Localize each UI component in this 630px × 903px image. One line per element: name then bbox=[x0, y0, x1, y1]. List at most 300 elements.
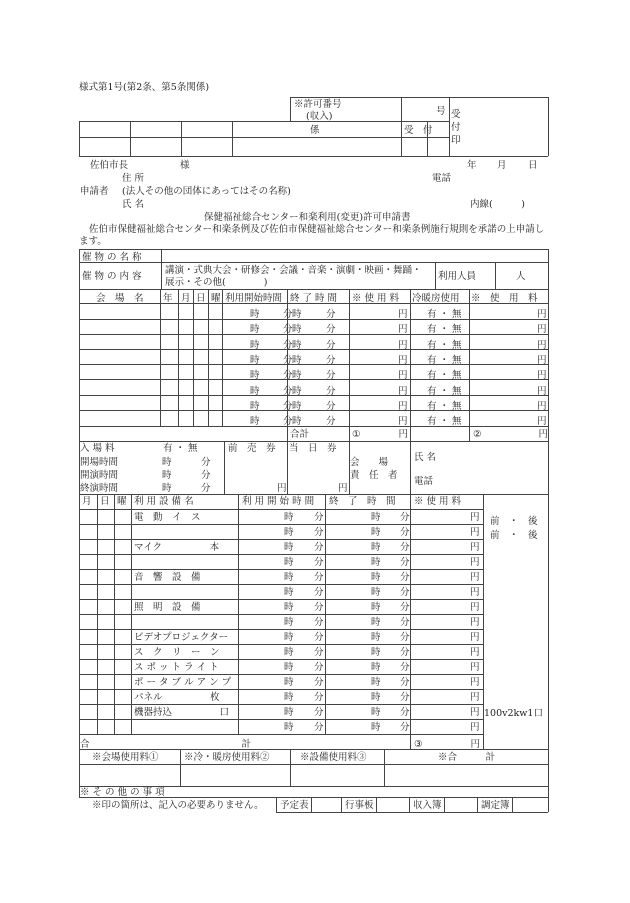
venue-fee-header: ※ 使 用 料 bbox=[352, 293, 400, 304]
equip-cell: 時 bbox=[371, 647, 381, 658]
form-title: 保健福祉総合センター和楽利用(変更)許可申請書 bbox=[204, 212, 411, 223]
permit-no-label: ※許可番号 bbox=[294, 99, 342, 110]
grid-line-v bbox=[409, 797, 410, 812]
venue-cell: 分 bbox=[326, 385, 336, 397]
grid-line-v bbox=[444, 797, 445, 812]
equip-cell: 分 bbox=[400, 722, 410, 733]
equip-cell: 時 bbox=[284, 632, 294, 643]
equip-cell: 分 bbox=[400, 587, 410, 598]
equip-cell: 分 bbox=[400, 512, 410, 523]
grid-line-h bbox=[79, 395, 548, 396]
venue-cell: 分 bbox=[283, 339, 293, 351]
venue-total-yen: 円 bbox=[398, 429, 408, 440]
equip-name: マイク 本 bbox=[134, 542, 220, 553]
equip-cell: 時 bbox=[284, 677, 294, 688]
grid-line-v bbox=[325, 494, 326, 734]
grid-line-v bbox=[287, 441, 288, 494]
grid-line-h bbox=[79, 364, 548, 365]
start-perf-label: 開演時間 bbox=[80, 470, 119, 481]
grid-line-v bbox=[79, 121, 80, 156]
grid-line-h bbox=[79, 539, 483, 540]
event-content-value1: 講演・式典大会・研修会・会議・音楽・演劇・映画・舞踊・ bbox=[165, 265, 422, 276]
equip-cell: 円 bbox=[470, 557, 480, 568]
grid-line-h bbox=[79, 121, 449, 122]
grid-line-v bbox=[449, 97, 450, 156]
venue-cell: 円 bbox=[537, 354, 547, 366]
equip-cell: 時 bbox=[371, 692, 381, 703]
equip-name: ビデオプロジェクター bbox=[134, 632, 229, 643]
venue-cell: 円 bbox=[398, 385, 408, 397]
venue-cell: 時 bbox=[250, 339, 260, 351]
equip-cell: 時 bbox=[371, 512, 381, 523]
grid-line-h bbox=[79, 719, 483, 720]
grid-line-v bbox=[410, 441, 411, 494]
form-number: 様式第1号(第2条、第5条関係) bbox=[79, 82, 210, 93]
equip-cell: 時 bbox=[371, 587, 381, 598]
grid-line-v bbox=[477, 797, 478, 812]
ac-option: 有 ・ 無 bbox=[427, 370, 462, 382]
equip-cell: 分 bbox=[400, 602, 410, 613]
receipt-label: (収入) bbox=[306, 111, 333, 122]
grid-line-h bbox=[79, 319, 548, 320]
corp-note: (法人その他の団体にあってはその名称) bbox=[122, 186, 291, 197]
opening-minute: 分 bbox=[201, 457, 211, 468]
event-content-value2: 展示・その他( ) bbox=[165, 277, 268, 288]
grid-line-h bbox=[79, 599, 483, 600]
sameday-label: 当 日 券 bbox=[289, 443, 337, 454]
front-back-1: 前 ・ 後 bbox=[490, 516, 538, 527]
venue-cell: 分 bbox=[326, 354, 336, 366]
venue-cell: 時 bbox=[250, 309, 260, 320]
grid-line-v bbox=[410, 494, 411, 734]
note: ※印の箇所は、記入の必要ありません。 bbox=[92, 800, 264, 811]
venue-cell: 分 bbox=[283, 385, 293, 397]
grid-line-h bbox=[79, 584, 483, 585]
equip-cell: 時 bbox=[284, 707, 294, 718]
grid-line-v bbox=[222, 289, 223, 426]
venue-end-header: 終 了 時 間 bbox=[290, 293, 338, 304]
venue-cell: 円 bbox=[537, 309, 547, 320]
uketsuke-in: 受付印 bbox=[451, 109, 461, 146]
grid-line-v bbox=[79, 289, 80, 441]
venue-cell: 分 bbox=[326, 324, 336, 336]
equip-cell: 分 bbox=[400, 542, 410, 553]
equip-name: ス ポ ッ ト ラ イ ト bbox=[134, 662, 219, 673]
venue-cell: 時 bbox=[250, 370, 260, 382]
equip-cell: 円 bbox=[470, 512, 480, 523]
venue-cell: 分 bbox=[283, 309, 293, 320]
grid-line-v bbox=[232, 121, 233, 156]
grid-line-h bbox=[79, 569, 483, 570]
grid-line-v bbox=[79, 494, 80, 749]
grid-line-v bbox=[512, 797, 513, 812]
equip-cell: 時 bbox=[371, 602, 381, 613]
grid-line-h bbox=[79, 704, 483, 705]
equip-cell: 時 bbox=[371, 677, 381, 688]
equip-cell: 時 bbox=[371, 527, 381, 538]
equip-cell: 分 bbox=[314, 602, 324, 613]
opening-label: 開場時間 bbox=[80, 457, 119, 468]
venue-cell: 時 bbox=[292, 339, 302, 351]
grid-line-v bbox=[130, 121, 131, 156]
grid-line-v bbox=[79, 249, 80, 289]
equip-cell: 円 bbox=[470, 692, 480, 703]
grid-line-v bbox=[548, 749, 549, 797]
grid-line-h bbox=[79, 494, 483, 495]
grand-total: 合 計 bbox=[80, 739, 252, 750]
venue-cell: 円 bbox=[398, 324, 408, 336]
name-label: 氏 名 bbox=[122, 199, 145, 210]
venue-cell: 時 bbox=[250, 385, 260, 397]
equip-name: 照 明 設 備 bbox=[134, 602, 201, 613]
venue-cell: 円 bbox=[537, 324, 547, 336]
grid-line-v bbox=[495, 262, 496, 289]
equip-cell: 円 bbox=[470, 632, 480, 643]
equip-cell: 円 bbox=[470, 662, 480, 673]
equip-name-header: 利 用 設 備 名 bbox=[134, 496, 194, 507]
venue-cell: 円 bbox=[398, 339, 408, 351]
equip-cell: 時 bbox=[284, 662, 294, 673]
venue-cell: 時 bbox=[250, 400, 260, 412]
summary-ac: ※冷・暖房使用料② bbox=[184, 752, 270, 763]
equip-cell: 分 bbox=[400, 557, 410, 568]
equip-end-header: 終 了 時 間 bbox=[329, 496, 396, 507]
grid-line-v bbox=[469, 289, 470, 441]
grid-line-v bbox=[548, 797, 549, 812]
venue-cell: 時 bbox=[250, 416, 260, 428]
venue-month-header: 月 bbox=[181, 293, 191, 304]
summary-venue: ※会場使用料① bbox=[92, 752, 159, 763]
equip-cell: 時 bbox=[284, 557, 294, 568]
grid-line-v bbox=[483, 494, 484, 734]
grid-line-h bbox=[79, 137, 449, 138]
grid-line-h bbox=[79, 644, 483, 645]
grid-line-v bbox=[548, 289, 549, 441]
venue-year-header: 年 bbox=[163, 293, 173, 304]
grid-line-h bbox=[79, 554, 483, 555]
ac-option: 有 ・ 無 bbox=[427, 400, 462, 412]
venue-cell: 時 bbox=[292, 400, 302, 412]
grid-line-v bbox=[276, 797, 277, 812]
uketsuke-label: 受 付 bbox=[404, 125, 433, 136]
grid-line-v bbox=[114, 494, 115, 734]
kakari-label: 係 bbox=[310, 125, 320, 136]
ac-option: 有 ・ 無 bbox=[427, 354, 462, 366]
applicant-label: 申請者 bbox=[80, 186, 109, 197]
ac-option: 有 ・ 無 bbox=[427, 324, 462, 336]
grid-line-v bbox=[161, 249, 162, 289]
venue-cell: 分 bbox=[326, 416, 336, 428]
ac-option: 有 ・ 無 bbox=[427, 309, 462, 320]
grid-line-v bbox=[238, 494, 239, 734]
summary-total: ※合 計 bbox=[438, 752, 496, 763]
circle-3: ③ bbox=[414, 739, 423, 750]
venue-cell: 円 bbox=[537, 339, 547, 351]
venue-day-header: 日 bbox=[196, 293, 206, 304]
equip-cell: 分 bbox=[314, 662, 324, 673]
venue-cell: 円 bbox=[537, 416, 547, 428]
grid-line-h bbox=[79, 156, 548, 157]
equip-cell: 分 bbox=[314, 542, 324, 553]
grid-line-h bbox=[79, 441, 548, 442]
grid-line-h bbox=[79, 410, 548, 411]
start-perf-minute: 分 bbox=[201, 470, 211, 481]
grid-line-v bbox=[401, 97, 402, 121]
phone-label: 電話 bbox=[432, 173, 452, 184]
circle-2: ② bbox=[473, 429, 482, 440]
grid-line-h bbox=[79, 262, 548, 263]
equip-cell: 円 bbox=[470, 572, 480, 583]
equip-month-header: 月 bbox=[82, 496, 92, 507]
venue-cell: 分 bbox=[283, 370, 293, 382]
grid-line-v bbox=[290, 97, 291, 121]
equip-cell: 分 bbox=[314, 692, 324, 703]
end-perf-hour: 時 bbox=[162, 483, 172, 494]
venue-weekday-header: 曜 bbox=[211, 293, 221, 304]
admission-value: 有 ・ 無 bbox=[163, 443, 198, 454]
body-text: 佐伯市保健福祉総合センター和楽条例及び佐伯市保健福祉総合センター和楽条例施行規則を承諾の上申請します。 bbox=[79, 224, 545, 247]
equip-cell: 分 bbox=[314, 707, 324, 718]
grid-line-v bbox=[410, 289, 411, 441]
venue-ac-header: 冷暖房使用 bbox=[412, 293, 460, 304]
venue-cell: 円 bbox=[398, 354, 408, 366]
equip-cell: 時 bbox=[284, 647, 294, 658]
equip-name: 機器持込 口 bbox=[134, 707, 230, 718]
grid-line-v bbox=[376, 797, 377, 812]
grid-line-v bbox=[548, 249, 549, 289]
venue-cell: 円 bbox=[537, 370, 547, 382]
equip-cell: 円 bbox=[470, 707, 480, 718]
month-label: 月 bbox=[497, 160, 507, 171]
equip-cell: 分 bbox=[400, 632, 410, 643]
equip-cell: 分 bbox=[314, 647, 324, 658]
grid-line-h bbox=[79, 289, 548, 290]
equip-cell: 分 bbox=[400, 527, 410, 538]
grid-line-h bbox=[79, 249, 548, 250]
equip-cell: 円 bbox=[470, 587, 480, 598]
venue-cell: 時 bbox=[250, 324, 260, 336]
grid-line-v bbox=[160, 289, 161, 426]
venue-cell: 分 bbox=[283, 400, 293, 412]
equip-weekday-header: 曜 bbox=[117, 496, 127, 507]
equip-cell: 時 bbox=[284, 722, 294, 733]
other-label: ※ そ の 他 の 事 項 bbox=[80, 787, 165, 798]
grid-line-h bbox=[79, 734, 483, 735]
manager-name-label: 氏 名 bbox=[414, 452, 437, 463]
equip-name: ス ク リ ー ン bbox=[134, 647, 220, 658]
venue-cell: 分 bbox=[283, 354, 293, 366]
equip-cell: 分 bbox=[400, 647, 410, 658]
equip-cell: 円 bbox=[470, 542, 480, 553]
equip-cell: 時 bbox=[284, 527, 294, 538]
equip-cell: 時 bbox=[371, 662, 381, 673]
equip-cell: 時 bbox=[284, 617, 294, 628]
grid-line-v bbox=[178, 289, 179, 426]
equip-cell: 分 bbox=[314, 617, 324, 628]
day-label: 日 bbox=[528, 160, 538, 171]
venue-cell: 時 bbox=[292, 354, 302, 366]
equip-cell: 時 bbox=[284, 572, 294, 583]
site-manager-2: 責 任 者 bbox=[350, 470, 398, 481]
equip-start-header: 利 用 開 始 時 間 bbox=[242, 496, 315, 507]
equip-cell: 時 bbox=[371, 722, 381, 733]
equip-cell: 時 bbox=[284, 692, 294, 703]
extension-label: 内線( ) bbox=[470, 199, 525, 210]
footer-box-2: 行事板 bbox=[345, 800, 374, 811]
grid-line-h bbox=[290, 97, 548, 98]
grid-line-h bbox=[79, 629, 483, 630]
summary-equip: ※設備使用料③ bbox=[300, 752, 367, 763]
ac-option: 有 ・ 無 bbox=[427, 385, 462, 397]
equip-cell: 時 bbox=[371, 572, 381, 583]
equip-name: ポ ー タ ブ ル ア ン プ bbox=[134, 677, 232, 688]
venue-cell: 時 bbox=[292, 416, 302, 428]
manager-phone-label: 電話 bbox=[414, 476, 434, 487]
grid-line-h bbox=[79, 674, 483, 675]
grid-line-h bbox=[79, 614, 483, 615]
circle-1: ① bbox=[352, 429, 361, 440]
equip-cell: 分 bbox=[400, 572, 410, 583]
equip-cell: 時 bbox=[371, 632, 381, 643]
ac-option: 有 ・ 無 bbox=[427, 339, 462, 351]
ac-total-yen: 円 bbox=[538, 429, 548, 440]
equip-cell: 時 bbox=[284, 512, 294, 523]
equip-name: 音 響 設 備 bbox=[134, 572, 201, 583]
grid-line-h bbox=[79, 524, 483, 525]
grid-line-v bbox=[548, 494, 549, 749]
equip-cell: 円 bbox=[470, 722, 480, 733]
equip-cell: 時 bbox=[371, 557, 381, 568]
year-label: 年 bbox=[467, 160, 477, 171]
venue-cell: 円 bbox=[537, 385, 547, 397]
equip-cell: 時 bbox=[371, 542, 381, 553]
equip-cell: 円 bbox=[470, 617, 480, 628]
venue-cell: 円 bbox=[398, 400, 408, 412]
addressee: 佐伯市長 bbox=[90, 160, 129, 171]
grid-line-v bbox=[208, 289, 209, 426]
venue-acfee-header: ※ 使 用 料 bbox=[471, 293, 538, 304]
venue-cell: 時 bbox=[250, 354, 260, 366]
end-perf-minute: 分 bbox=[201, 483, 211, 494]
venue-cell: 分 bbox=[326, 309, 336, 320]
equip-cell: 分 bbox=[314, 677, 324, 688]
grid-line-v bbox=[341, 797, 342, 812]
venue-cell: 分 bbox=[283, 324, 293, 336]
grid-line-v bbox=[548, 441, 549, 494]
venue-cell: 時 bbox=[292, 309, 302, 320]
venue-start-header: 利用開始時間 bbox=[225, 293, 283, 304]
equip-cell: 円 bbox=[470, 647, 480, 658]
front-back-2: 前 ・ 後 bbox=[490, 530, 538, 541]
users-label: 利用人員 bbox=[438, 271, 477, 282]
grid-line-h bbox=[79, 426, 548, 427]
event-name-label: 催 物 の 名 称 bbox=[82, 252, 142, 263]
grid-line-v bbox=[224, 441, 225, 494]
grid-line-v bbox=[193, 289, 194, 426]
sama: 様 bbox=[180, 160, 190, 171]
equip-cell: 分 bbox=[314, 512, 324, 523]
grid-line-v bbox=[435, 262, 436, 289]
equip-cell: 時 bbox=[284, 542, 294, 553]
venue-cell: 分 bbox=[326, 370, 336, 382]
site-manager-1: 会 場 bbox=[350, 457, 389, 468]
grid-line-h bbox=[79, 379, 548, 380]
equip-cell: 分 bbox=[400, 692, 410, 703]
footer-box-3: 収入簿 bbox=[413, 800, 442, 811]
grid-line-v bbox=[181, 121, 182, 156]
equip-cell: 時 bbox=[284, 587, 294, 598]
equip-total-yen: 円 bbox=[470, 739, 480, 750]
grid-line-v bbox=[290, 749, 291, 786]
venue-cell: 円 bbox=[398, 309, 408, 320]
venue-cell: 時 bbox=[292, 370, 302, 382]
grid-line-v bbox=[401, 121, 402, 156]
equip-cell: 分 bbox=[314, 557, 324, 568]
venue-cell: 時 bbox=[292, 385, 302, 397]
equip-cell: 分 bbox=[314, 527, 324, 538]
equip-fee-header: ※ 使 用 料 bbox=[414, 496, 462, 507]
ac-option: 有 ・ 無 bbox=[427, 416, 462, 428]
grid-line-h bbox=[79, 349, 548, 350]
equip-cell: 分 bbox=[400, 677, 410, 688]
event-content-label: 催 物 の 内 容 bbox=[82, 271, 142, 282]
grid-line-v bbox=[483, 734, 484, 749]
venue-cell: 円 bbox=[537, 400, 547, 412]
grid-line-h bbox=[79, 509, 483, 510]
venue-cell: 分 bbox=[326, 400, 336, 412]
grid-line-v bbox=[410, 734, 411, 749]
presale-yen: 円 bbox=[277, 483, 287, 494]
power-note: 100v2kw1口 bbox=[484, 708, 543, 719]
equip-cell: 分 bbox=[400, 707, 410, 718]
equip-name: パネル 枚 bbox=[134, 692, 220, 703]
equip-cell: 分 bbox=[314, 632, 324, 643]
grid-line-h bbox=[79, 659, 483, 660]
venue-cell: 円 bbox=[398, 370, 408, 382]
grid-line-h bbox=[79, 334, 548, 335]
admission-label: 入 場 料 bbox=[80, 443, 115, 454]
equip-cell: 時 bbox=[371, 707, 381, 718]
grid-line-v bbox=[349, 289, 350, 441]
equip-cell: 時 bbox=[371, 617, 381, 628]
venue-header: 会 場 名 bbox=[96, 293, 144, 304]
grid-line-h bbox=[79, 764, 548, 765]
grid-line-h bbox=[79, 689, 483, 690]
equip-name: 電 動 イ ス bbox=[134, 512, 201, 523]
end-perf-label: 終演時間 bbox=[80, 483, 119, 494]
equip-cell: 円 bbox=[470, 602, 480, 613]
sameday-yen: 円 bbox=[338, 483, 348, 494]
venue-total-label: 合計 bbox=[290, 429, 310, 440]
grid-line-h bbox=[276, 812, 548, 813]
equip-cell: 円 bbox=[470, 527, 480, 538]
venue-cell: 円 bbox=[398, 416, 408, 428]
equip-cell: 分 bbox=[400, 662, 410, 673]
equip-cell: 分 bbox=[400, 617, 410, 628]
venue-cell: 分 bbox=[326, 339, 336, 351]
grid-line-v bbox=[384, 749, 385, 786]
grid-line-v bbox=[131, 494, 132, 734]
equip-cell: 分 bbox=[314, 587, 324, 598]
presale-label: 前 売 券 bbox=[228, 443, 276, 454]
venue-cell: 時 bbox=[292, 324, 302, 336]
equip-cell: 時 bbox=[284, 602, 294, 613]
equip-cell: 円 bbox=[470, 677, 480, 688]
grid-line-v bbox=[548, 97, 549, 156]
grid-line-v bbox=[180, 749, 181, 786]
start-perf-hour: 時 bbox=[162, 470, 172, 481]
equip-cell: 分 bbox=[314, 722, 324, 733]
